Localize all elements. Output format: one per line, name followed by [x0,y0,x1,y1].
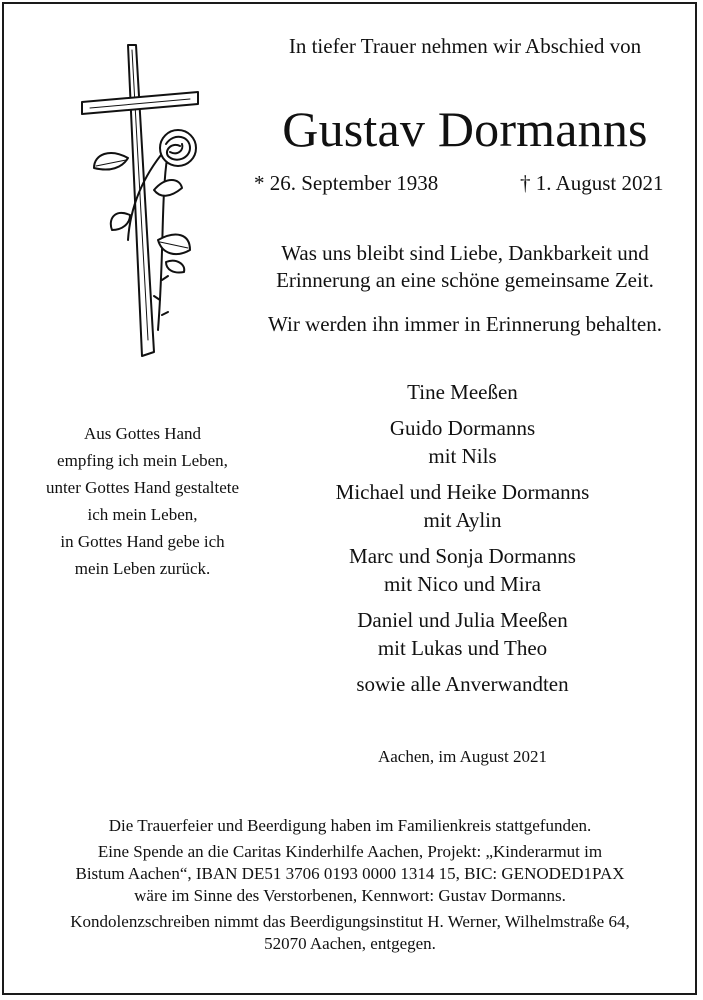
verse-line: Was uns bleibt sind Liebe, Dankbarkeit und [281,241,649,265]
deceased-name: Gustav Dormanns [282,101,648,157]
condolence-line: 52070 Aachen, entgegen. [264,934,436,953]
mourner-group [240,542,685,598]
donation-line: Bistum Aachen“, IBAN DE51 3706 0193 0000 1314 15, BIC: GENODED1PAX [75,864,625,883]
mourner-line: Tine Meeßen [407,380,518,404]
condolence-line: Kondolenzschreiben nimmt das Beerdigungsinstitut H. Werner, Wilhelmstraße 64, [70,912,630,931]
mourner-line: mit Lukas und Theo [377,636,548,660]
mourner-group [240,670,685,698]
poem-line: Aus Gottes Hand [83,424,202,443]
mourners-list [240,378,685,706]
mourner-line: Marc und Sonja Dormanns [349,544,576,568]
mourner-line: Michael und Heike Dormanns [335,480,590,504]
cross-with-rose-icon [70,40,210,360]
remembrance-text: Wir werden ihn immer in Erinnerung behalten. [268,312,662,336]
poem-line: in Gottes Hand gebe ich [60,532,225,551]
death-date: † 1. August 2021 [520,171,664,195]
mourner-group [240,378,685,406]
mourner-group [240,606,685,662]
mourner-group [240,478,685,534]
poem [20,420,265,582]
intro-text: In tiefer Trauer nehmen wir Abschied von [288,34,642,58]
mourner-line: mit Nils [428,444,497,468]
funeral-info: Die Trauerfeier und Beerdigung haben im Familienkreis stattgefunden. [108,816,592,835]
mourner-line: mit Aylin [423,508,502,532]
poem-line: empfing ich mein Leben, [57,451,228,470]
mourner-line: Daniel und Julia Meeßen [357,608,568,632]
mourner-line: Guido Dormanns [389,416,536,440]
verse [250,240,680,294]
mourner-line: sowie alle Anverwandten [356,672,569,696]
donation-line: Eine Spende an die Caritas Kinderhilfe Aachen, Projekt: „Kinderarmut im [97,842,603,861]
birth-date: * 26. September 1938 [254,171,439,195]
poem-line: mein Leben zurück. [74,559,211,578]
footer [10,815,690,955]
mourner-group [240,414,685,470]
donation-line: wäre im Sinne des Verstorbenen, Kennwort: Gustav Dormanns. [134,886,566,905]
verse-line: Erinnerung an eine schöne gemeinsame Zeit. [276,268,654,292]
poem-line: ich mein Leben, [87,505,198,524]
poem-line: unter Gottes Hand gestaltete [45,478,240,497]
place-date: Aachen, im August 2021 [377,747,548,766]
mourner-line: mit Nico und Mira [384,572,541,596]
